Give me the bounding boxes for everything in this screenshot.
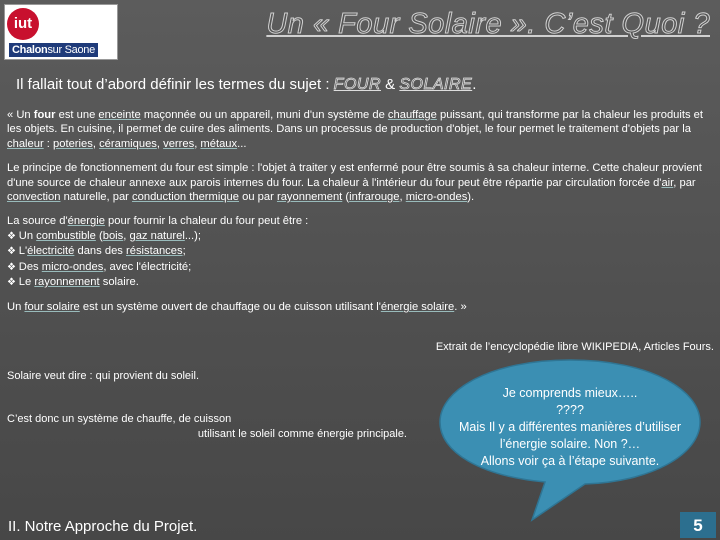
energy-source-intro: La source d'énergie pour fournir la chaleur du four peut être :	[7, 215, 309, 228]
link-resistances[interactable]: résistances	[126, 245, 183, 258]
keyword-solaire: SOLAIRE	[399, 76, 473, 93]
list-item: ❖ Un combustible (bois, gaz naturel...);	[7, 229, 709, 244]
section-heading: II. Notre Approche du Projet.	[8, 518, 198, 535]
link-air[interactable]: air	[661, 176, 674, 189]
link-rayonnement[interactable]: rayonnement	[276, 191, 343, 204]
link-four-solaire[interactable]: four solaire	[24, 301, 80, 314]
iut-logo-mark: iut	[7, 8, 39, 40]
source-citation: Extrait de l’encyclopédie libre WIKIPEDIA, Articles Fours.	[435, 341, 714, 353]
list-item: ❖ Des micro-ondes, avec l'électricité;	[7, 260, 709, 275]
link-chauffage[interactable]: chauffage	[387, 109, 437, 121]
link-electricite[interactable]: électricité	[27, 245, 75, 258]
slide-title: Un « Four Solaire ». C’est Quoi ?	[266, 8, 710, 40]
link-conduction-thermique[interactable]: conduction thermique	[132, 191, 240, 204]
intro-line: Il fallait tout d’abord définir les termes du sujet : FOUR & SOLAIRE.	[16, 76, 477, 93]
link-gaz-naturel[interactable]: gaz naturel	[129, 229, 185, 242]
list-item: ❖ Le rayonnement solaire.	[7, 275, 709, 290]
list-item: ❖ L'électricité dans des résistances;	[7, 244, 709, 259]
link-energie-solaire[interactable]: énergie solaire	[380, 301, 455, 314]
link-energie[interactable]: énergie	[67, 215, 105, 228]
paragraph-principle: Le principe de fonctionnement du four est simple : l'objet à traiter y est enfermé pour être soumis à sa chaleur interne. Cette chaleur provient d'une source de chaleur annexe aux parois internes du four. La chaleur à l'intérieur du four peut être répartie par circulation forcée d'air, par convection naturelle, par conduction thermique ou par rayonnement (infrarouge, micro-ondes).	[7, 162, 702, 204]
link-rayonnement-2[interactable]: rayonnement	[34, 276, 100, 289]
link-combustible[interactable]: combustible	[36, 229, 96, 242]
link-enceinte[interactable]: enceinte	[98, 109, 141, 121]
chauffe-summary: C’est donc un système de chauffe, de cuisson utilisant le soleil comme énergie principale.	[7, 413, 407, 440]
keyword-four: FOUR	[333, 76, 381, 93]
solaire-definition: Solaire veut dire : qui provient du soleil.	[7, 370, 199, 382]
link-poteries[interactable]: poteries	[53, 137, 93, 150]
link-metaux[interactable]: métaux	[200, 137, 238, 150]
link-infrarouge[interactable]: infrarouge	[349, 191, 400, 204]
link-micro-ondes-2[interactable]: micro-ondes	[41, 260, 104, 273]
link-convection[interactable]: convection	[7, 191, 61, 204]
link-ceramiques[interactable]: céramiques	[99, 137, 157, 150]
link-bois[interactable]: bois	[102, 229, 124, 242]
link-verres[interactable]: verres	[163, 137, 195, 150]
link-chaleur[interactable]: chaleur	[7, 137, 44, 150]
iut-logo-city: Chalonsur Saone	[9, 43, 98, 57]
paragraph-definition: « Un four est une enceinte maçonnée ou un appareil, muni d'un système de chauffage puissant, qui transforme par la chaleur les produits et les objets. En cuisine, il permet de cuire des aliments. Dans un processus de production d'objet, le four permet le traitement d'objets par la chaleur : poteries, céramiques, verres, métaux...	[7, 109, 704, 150]
speech-bubble-text: Je comprends mieux….. ???? Mais Il y a différentes manières d’utiliser l’énergie solaire. Non ?… Allons voir ça à l’étape suivante.	[458, 386, 682, 468]
link-micro-ondes[interactable]: micro-ondes	[405, 191, 468, 204]
paragraph-solar-oven: Un four solaire est un système ouvert de chauffage ou de cuisson utilisant l'énergie solaire. »	[7, 301, 467, 314]
page-number: 5	[680, 512, 716, 538]
